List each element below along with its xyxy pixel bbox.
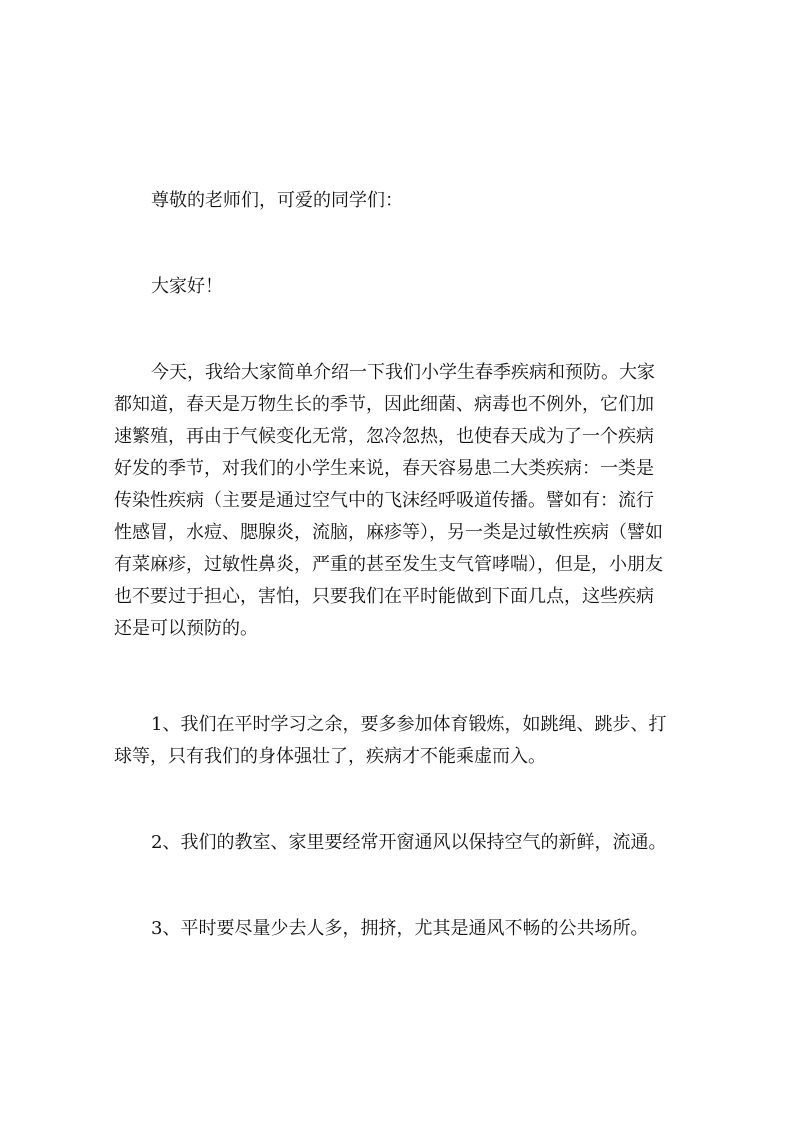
intro-line: 也不要过于担心，害怕，只要我们在平时能做到下面几点，这些疾病 xyxy=(114,586,654,607)
salutation-text: 尊敬的老师们，可爱的同学们： xyxy=(151,190,403,211)
intro-line: 有菜麻疹，过敏性鼻炎，严重的甚至发生支气管哮喘），但是，小朋友 xyxy=(114,554,663,575)
intro-paragraph xyxy=(114,357,682,645)
salutation xyxy=(114,185,682,217)
list-item-line: 3、平时要尽量少去人多，拥挤，尤其是通风不畅的公共场所。 xyxy=(151,918,649,939)
intro-line: 性感冒，水痘、腮腺炎，流脑，麻疹等），另一类是过敏性疾病（譬如 xyxy=(114,522,663,543)
greeting-text: 大家好！ xyxy=(151,276,223,297)
greeting xyxy=(114,271,682,303)
list-item-line: 2、我们的教室、家里要经常开窗通风以保持空气的新鲜，流通。 xyxy=(151,832,667,853)
list-item-line: 球等，只有我们的身体强壮了，疾病才不能乘虚而入。 xyxy=(114,746,546,767)
intro-line: 今天，我给大家简单介绍一下我们小学生春季疾病和预防。大家 xyxy=(151,362,655,383)
intro-line: 都知道，春天是万物生长的季节，因此细菌、病毒也不例外，它们加 xyxy=(114,394,654,415)
intro-line: 还是可以预防的。 xyxy=(114,618,258,639)
list-item-line: 1、我们在平时学习之余，要多参加体育锻炼，如跳绳、跳步、打 xyxy=(151,714,667,735)
list-item-3 xyxy=(114,913,682,945)
intro-line: 传染性疾病（主要是通过空气中的飞沫经呼吸道传播。譬如有：流行 xyxy=(114,490,654,511)
document-body xyxy=(114,185,682,945)
intro-line: 好发的季节，对我们的小学生来说，春天容易患二大类疾病：一类是 xyxy=(114,458,654,479)
list-item-2 xyxy=(114,827,682,859)
intro-line: 速繁殖，再由于气候变化无常，忽冷忽热，也使春天成为了一个疾病 xyxy=(114,426,654,447)
list-item-1 xyxy=(114,709,682,773)
